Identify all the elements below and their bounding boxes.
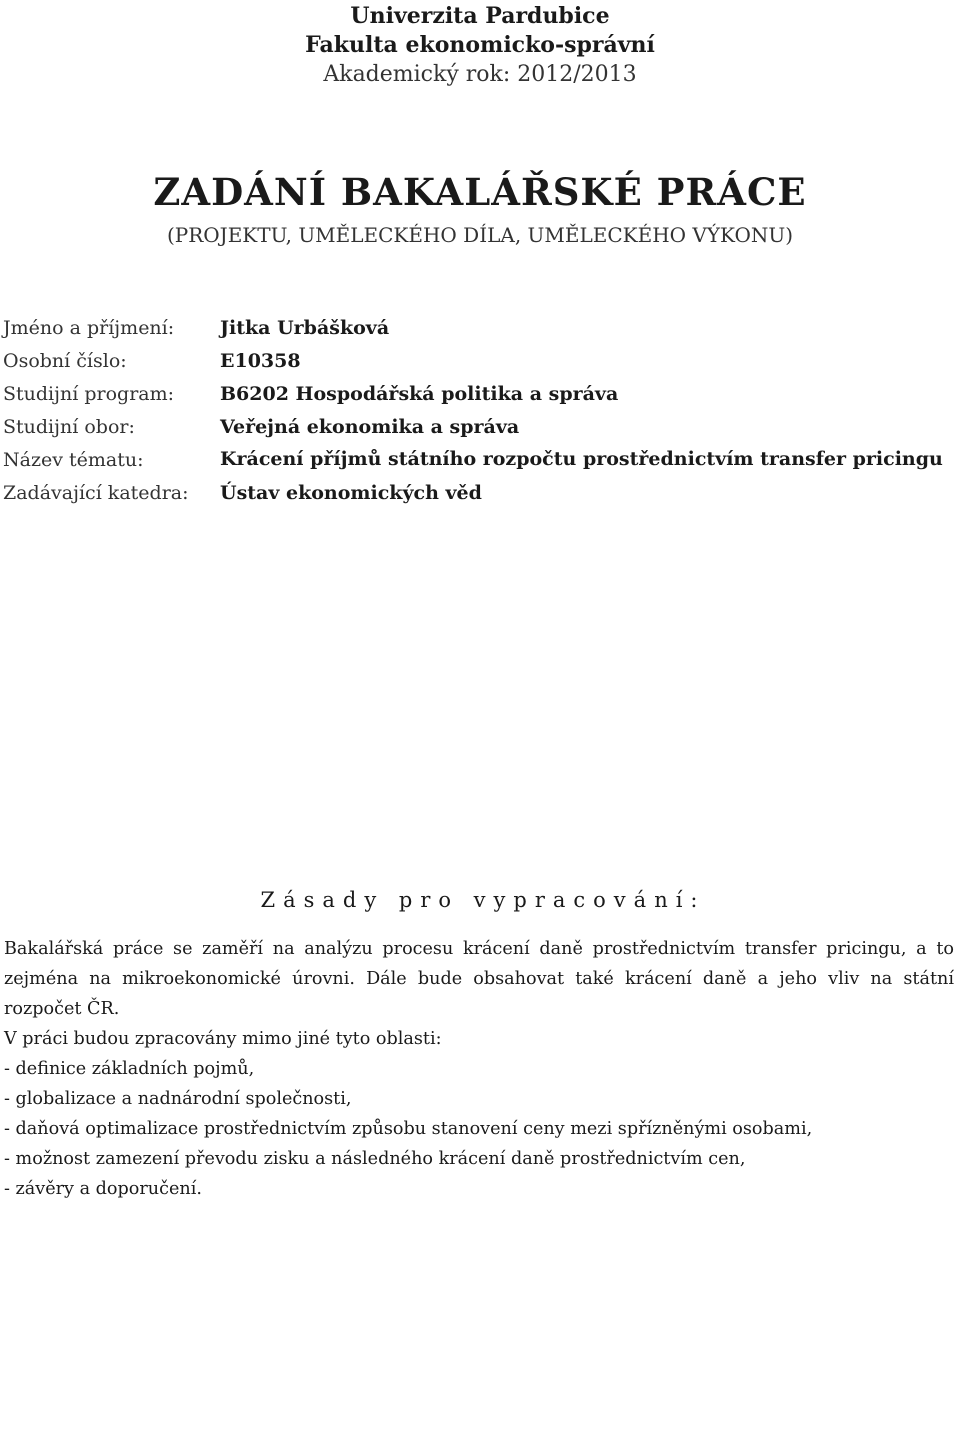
info-row-personal-number [3, 345, 955, 378]
university-name: Univerzita Pardubice [350, 3, 610, 29]
student-info-table [3, 312, 955, 510]
info-label: Jméno a příjmení: [3, 317, 175, 339]
guidelines-paragraph: V práci budou zpracovány mimo jiné tyto oblasti: [4, 1029, 442, 1049]
info-label: Osobní číslo: [3, 350, 127, 372]
list-item: - daňová optimalizace prostřednictvím způsobu stanovení ceny mezi spřízněnými osobami, [4, 1119, 813, 1139]
faculty-name: Fakulta ekonomicko-správní [305, 32, 655, 58]
guidelines-text [4, 934, 954, 1204]
study-field: Veřejná ekonomika a správa [220, 416, 520, 438]
study-program: B6202 Hospodářská politika a správa [220, 383, 619, 405]
info-label: Studijní obor: [3, 416, 135, 438]
list-item: - definice základních pojmů, [4, 1059, 255, 1079]
list-item: - možnost zamezení převodu zisku a následného krácení daně prostřednictvím cen, [4, 1149, 746, 1169]
guidelines-paragraph: Bakalářská práce se zaměří na analýzu procesu krácení daně prostřednictvím transfer pricingu, a to zejména na mikroekonomické úrovni. Dále bude obsahovat také krácení daně a jeho vliv na státní rozpočet ČR. [4, 939, 954, 1019]
list-item: - závěry a doporučení. [4, 1179, 202, 1199]
document-subtitle: (PROJEKTU, UMĚLECKÉHO DÍLA, UMĚLECKÉHO VÝKONU) [166, 223, 794, 247]
info-row-topic [3, 444, 955, 477]
guidelines-list [4, 1054, 954, 1204]
info-row-field [3, 411, 955, 444]
info-label: Studijní program: [3, 383, 175, 405]
info-row-department [3, 477, 955, 510]
info-row-name [3, 312, 955, 345]
personal-number: E10358 [220, 350, 301, 372]
academic-year: Akademický rok: 2012/2013 [323, 62, 637, 87]
document-title: ZADÁNÍ BAKALÁŘSKÉ PRÁCE [153, 170, 807, 214]
info-label: Název tématu: [3, 449, 144, 471]
student-name: Jitka Urbášková [220, 317, 390, 339]
list-item: - globalizace a nadnárodní společnosti, [4, 1089, 352, 1109]
section-heading: Zásady pro vypracování: [260, 888, 706, 912]
info-label: Zadávající katedra: [3, 482, 189, 504]
info-row-program [3, 378, 955, 411]
document-header [0, 2, 960, 89]
thesis-topic: Krácení příjmů státního rozpočtu prostřednictvím transfer pricingu [220, 448, 943, 470]
assigning-department: Ústav ekonomických věd [220, 482, 482, 504]
